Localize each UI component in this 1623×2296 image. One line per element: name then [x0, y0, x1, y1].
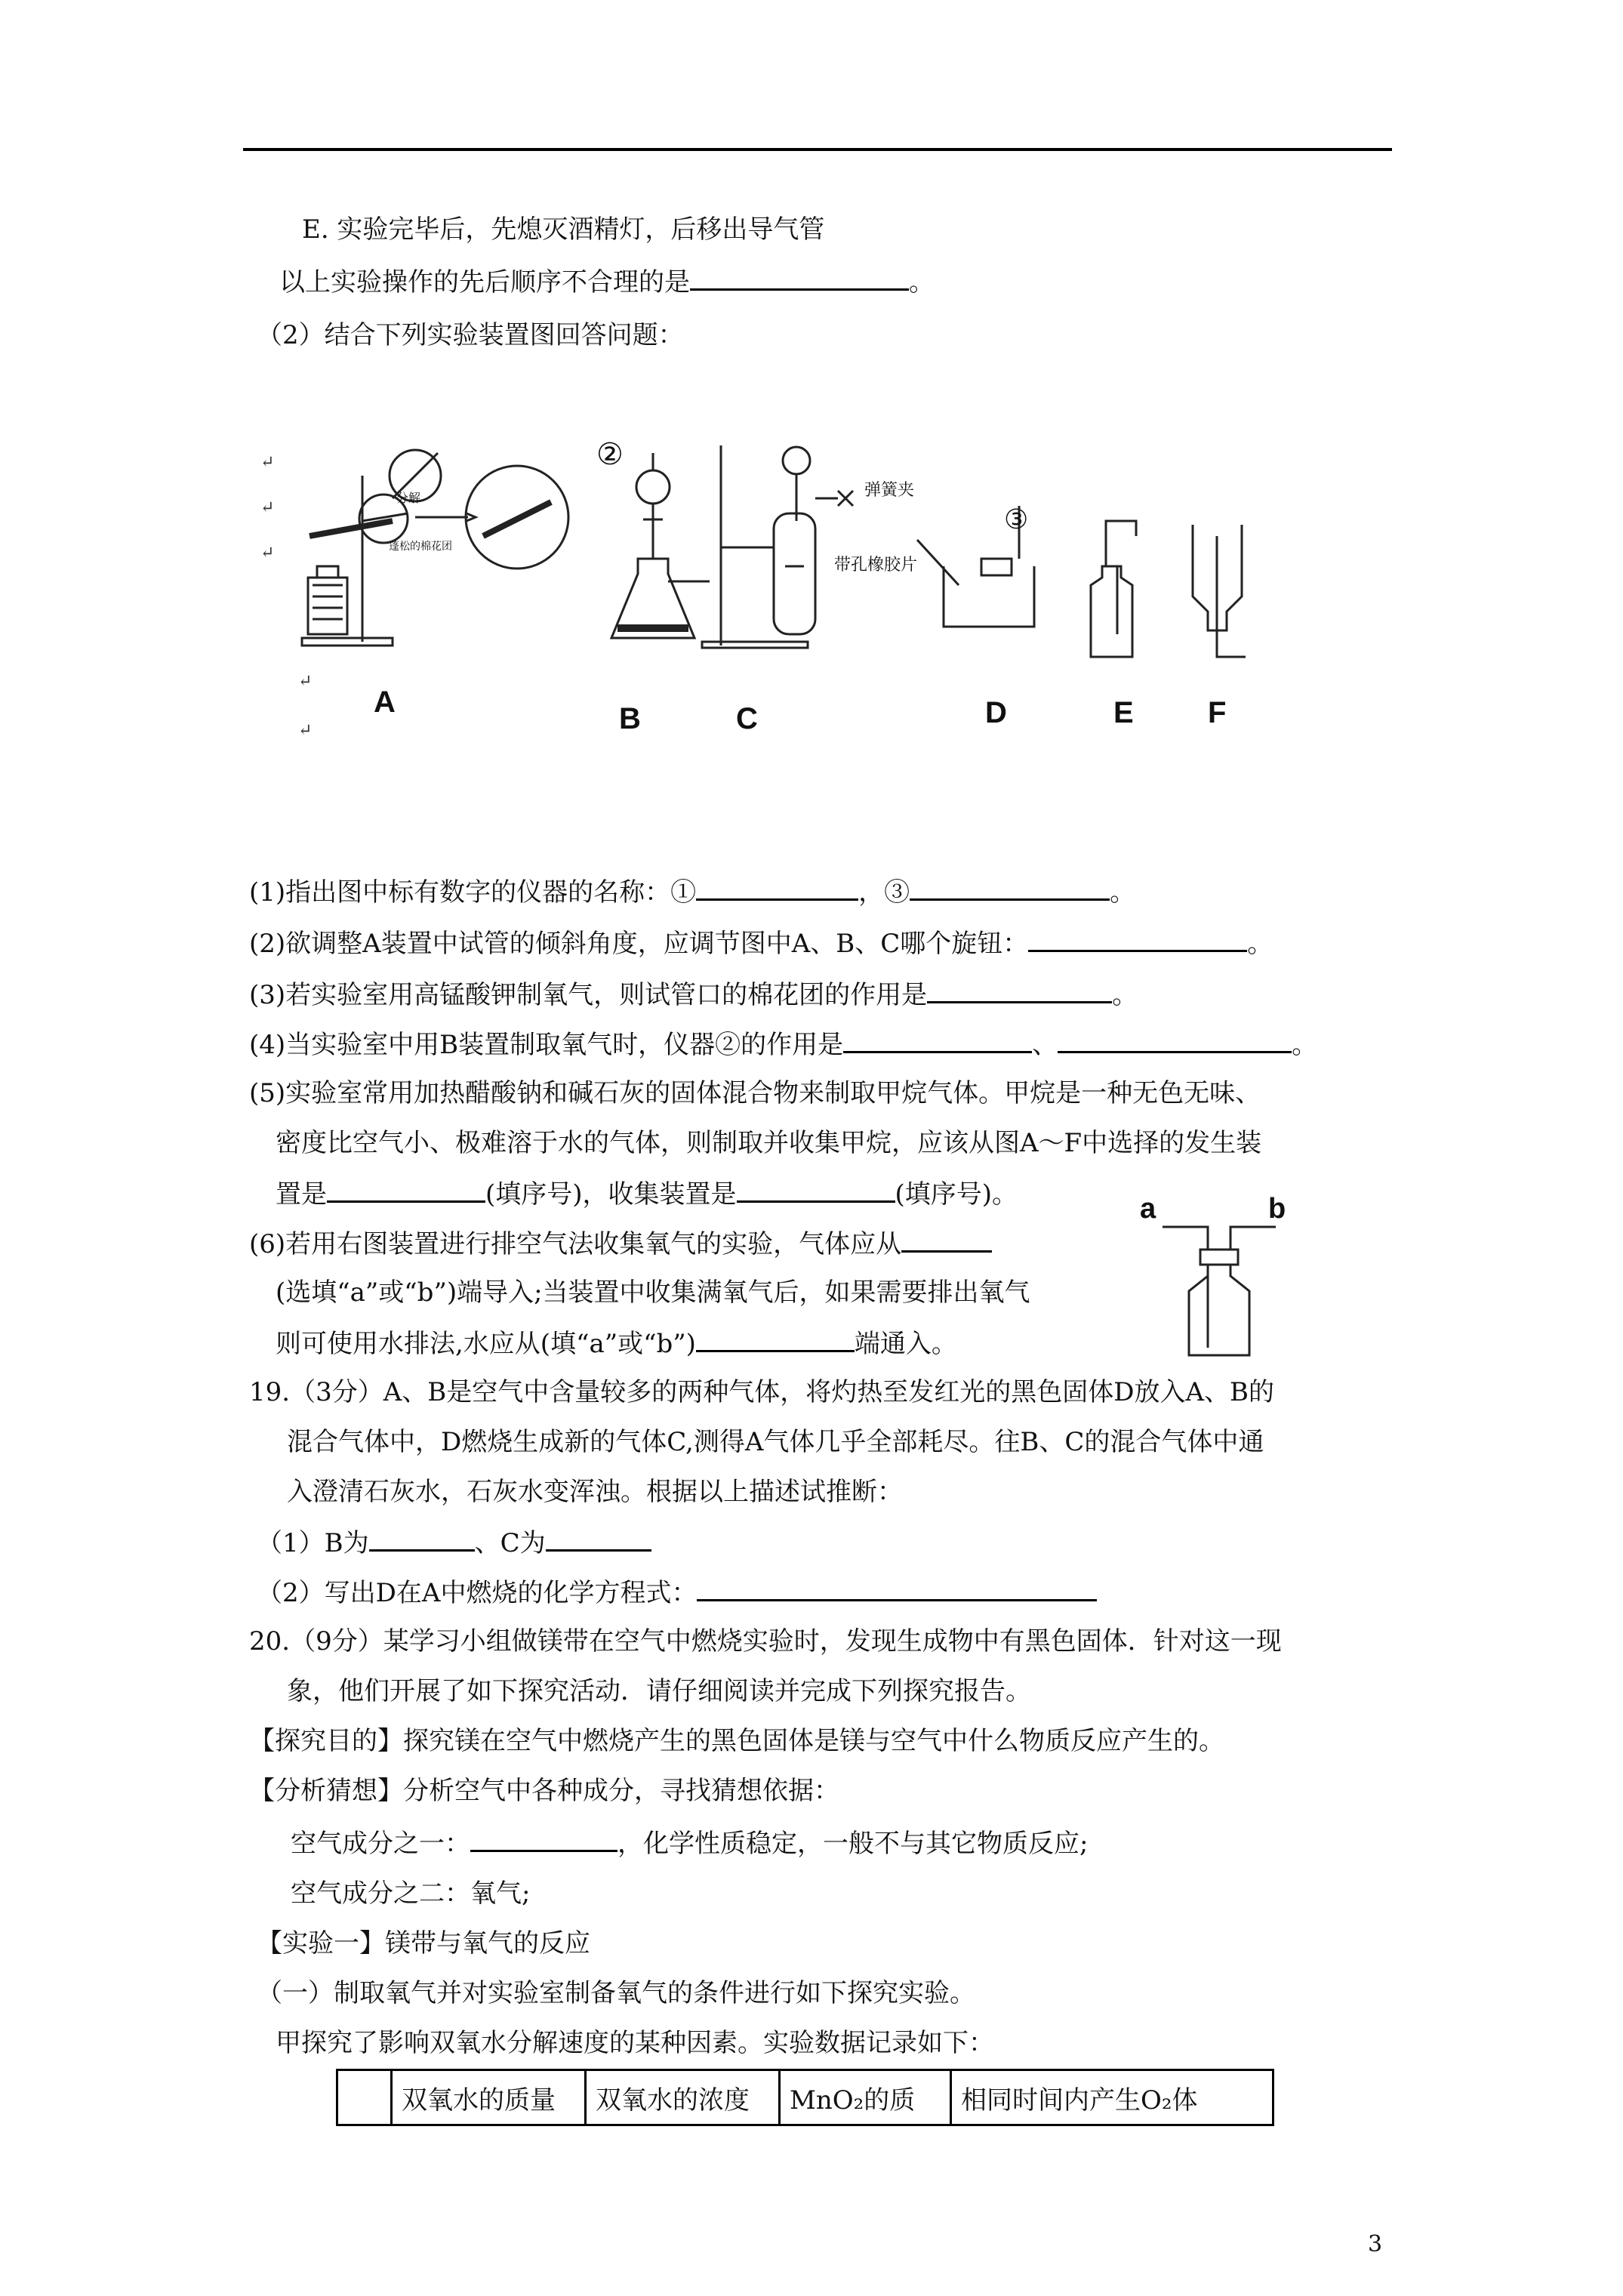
answer-blank[interactable] — [697, 1575, 1097, 1601]
apparatus-e — [1091, 521, 1136, 657]
order-question: 以上实验操作的先后顺序不合理的是 。 — [279, 264, 935, 299]
answer-blank[interactable] — [927, 977, 1112, 1003]
question-19-line2: 混合气体中，D燃烧生成新的气体C,测得A气体几乎全部耗尽。往B、C的混合气体中通 — [287, 1427, 1264, 1457]
answer-blank[interactable] — [737, 1176, 895, 1203]
table-cell: 双氧水的浓度 — [586, 2070, 780, 2125]
return-mark: ↵ — [298, 672, 313, 691]
answer-blank[interactable] — [470, 1826, 617, 1852]
callout-spring-clip: 弹簧夹 — [864, 481, 915, 500]
apparatus-c — [702, 445, 853, 648]
option-e: E. 实验完毕后，先熄灭酒精灯，后移出导气管 — [302, 214, 825, 245]
question-19-line3: 入澄清石灰水，石灰水变浑浊。根据以上描述试推断： — [287, 1477, 903, 1507]
answer-blank[interactable] — [1058, 1027, 1292, 1053]
callout-fen-jie: 分解 — [396, 491, 421, 505]
answer-blank[interactable] — [910, 874, 1110, 901]
callout-3: ③ — [1004, 504, 1029, 535]
callout-rubber-sheet: 带孔橡胶片 — [834, 556, 918, 575]
apparatus-figure — [257, 430, 1313, 763]
answer-blank[interactable] — [901, 1226, 992, 1253]
experiment-1-heading: 【实验一】镁带与氧气的反应 — [257, 1928, 590, 1959]
answer-blank[interactable] — [690, 264, 909, 291]
sub-question-1: (1)指出图中标有数字的仪器的名称：① ，③ 。 — [249, 874, 1135, 909]
apparatus-f — [1193, 525, 1246, 657]
header-rule — [243, 148, 1392, 151]
port-label-b: b — [1268, 1193, 1286, 1225]
sub-question-4: (4)当实验室中用B装置制取氧气时，仪器②的作用是 、 。 — [249, 1027, 1317, 1062]
return-mark: ↵ — [260, 498, 275, 517]
sub-question-5-line1: (5)实验室常用加热醋酸钠和碱石灰的固体混合物来制取甲烷气体。甲烷是一种无色无味、 — [249, 1078, 1261, 1108]
figure-label-e: E — [1113, 696, 1134, 729]
question-19-part1: （1）B为 、C为 — [257, 1525, 651, 1560]
sub-question-6-line2: (选填“a”或“b”)端导入;当装置中收集满氧气后，如果需要排出氧气 — [276, 1277, 1030, 1308]
question-19-part2: （2）写出D在A中燃烧的化学方程式： — [257, 1575, 1097, 1610]
experiment-1-sub: （一）制取氧气并对实验室制备氧气的条件进行如下探究实验。 — [257, 1978, 975, 2008]
answer-blank[interactable] — [843, 1027, 1032, 1053]
air-component-1: 空气成分之一： ，化学性质稳定，一般不与其它物质反应; — [291, 1826, 1088, 1860]
sub-question-6-line3: 则可使用水排法,水应从(填“a”或“b”) 端通入。 — [276, 1326, 957, 1361]
table-cell: MnO₂的质 — [780, 2070, 951, 2125]
sub-question-5-line2: 密度比空气小、极难溶于水的气体，则制取并收集甲烷，应该从图A～F中选择的发生装 — [276, 1128, 1262, 1158]
answer-blank[interactable] — [546, 1525, 651, 1552]
jia-line: 甲探究了影响双氧水分解速度的某种因素。实验数据记录如下： — [276, 2028, 994, 2058]
sub-question-3: (3)若实验室用高锰酸钾制氧气，则试管口的棉花团的作用是 。 — [249, 977, 1138, 1012]
sub-question-2: (2)欲调整A装置中试管的倾斜角度，应调节图中A、B、C哪个旋钮： 。 — [249, 926, 1273, 960]
return-mark: ↵ — [260, 453, 275, 472]
question-20-line2: 象，他们开展了如下探究活动．请仔细阅读并完成下列探究报告。 — [287, 1676, 1031, 1706]
callout-2: ② — [596, 437, 624, 472]
q2-intro: （2）结合下列实验装置图回答问题： — [257, 320, 684, 350]
purpose-line: 【探究目的】探究镁在空气中燃烧产生的黑色固体是镁与空气中什么物质反应产生的。 — [249, 1726, 1224, 1756]
answer-blank[interactable] — [1028, 926, 1247, 952]
gas-bottle-figure — [1155, 1208, 1291, 1359]
sub-question-5-line3: 置是 (填序号)，收集装置是 (填序号)。 — [276, 1176, 1018, 1211]
return-mark: ↵ — [298, 721, 313, 740]
guess-line: 【分析猜想】分析空气中各种成分，寻找猜想依据： — [249, 1776, 839, 1806]
table-cell: 相同时间内产生O₂体 — [951, 2070, 1273, 2125]
table-cell: 双氧水的质量 — [392, 2070, 586, 2125]
question-20-line1: 20.（9分）某学习小组做镁带在空气中燃烧实验时，发现生成物中有黑色固体．针对这一现 — [249, 1626, 1282, 1657]
figure-label-d: D — [985, 696, 1007, 729]
table-cell — [337, 2070, 392, 2125]
answer-blank[interactable] — [369, 1525, 475, 1552]
figure-label-f: F — [1208, 696, 1227, 729]
table-row — [337, 2070, 1273, 2125]
figure-label-a: A — [374, 686, 396, 719]
sub-question-6-line1: (6)若用右图装置进行排空气法收集氧气的实验，气体应从 — [249, 1226, 992, 1261]
callout-cotton: 蓬松的棉花团 — [389, 541, 452, 553]
answer-blank[interactable] — [696, 1326, 855, 1352]
air-component-2: 空气成分之二：氧气; — [291, 1878, 531, 1909]
port-label-a: a — [1140, 1193, 1156, 1225]
figure-label-b: B — [619, 702, 641, 735]
figure-label-c: C — [736, 702, 758, 735]
question-19-line1: 19.（3分）A、B是空气中含量较多的两种气体，将灼热至发红光的黑色固体D放入A、B的 — [249, 1377, 1275, 1407]
answer-blank[interactable] — [327, 1176, 485, 1203]
page-number: 3 — [1368, 2231, 1383, 2257]
return-mark: ↵ — [260, 544, 275, 562]
data-table — [336, 2069, 1274, 2126]
apparatus-b — [611, 453, 710, 638]
answer-blank[interactable] — [696, 874, 858, 901]
